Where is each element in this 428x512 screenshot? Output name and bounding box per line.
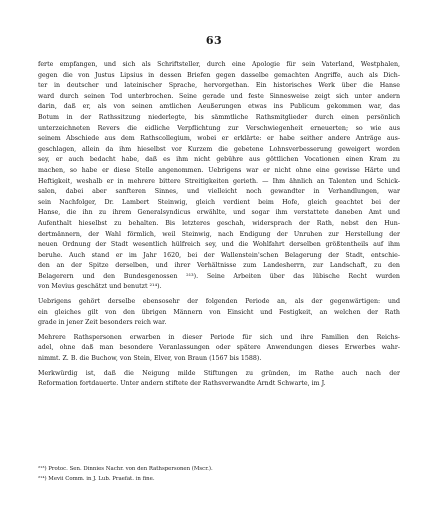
- text-line: ferte empfangen, und sich als Schriftsteller, durch eine Apologie für sein Vaterland, Westphalen,: [38, 61, 400, 68]
- text-line: Reformation fortdauerte. Unter andern stiftete der Rathsverwandte Arndt Schwarte, im J.: [38, 380, 326, 388]
- text-line: Belagerern und den Bundesgenossen ²¹³). Seine Arbeiten über das lübische Recht wurden: [38, 272, 400, 280]
- text-line: machen, so habe er diese Stelle angenommen. Uebrigens war er nicht ohne eine gewisse Härte und: [38, 166, 400, 174]
- paragraph: [38, 60, 400, 293]
- text-line: adel, ohne daß man besondere Veranlassungen oder spätere Anwendungen dieses Erwerbes wahr-: [38, 344, 400, 352]
- footnote: ²¹³) Protoc. Sen. Dinnies Nachr. von den Rathspersonen (Mscr.).: [38, 466, 213, 472]
- text-line: gegen die von Justus Lipsius in dessen Briefen gegen dasselbe gemachten Angriffe, auch als Dich-: [38, 71, 400, 79]
- paragraph: [38, 297, 400, 329]
- text-line: Merkwürdig ist, daß die Neigung milde Stiftungen zu gründen, im Rathe auch nach der: [38, 369, 400, 377]
- text-line: den an der Spitze derselben, und ihrer Verhältnisse zum Landesherrn, zur Landschaft, zu den: [38, 262, 400, 270]
- text-line: Uebrigens gehört derselbe ebensosehr der folgenden Periode an, als der gegenwärtigen: und: [38, 298, 400, 306]
- text-line: nimmt. Z. B. die Buchow, von Stein, Elver, von Braun (1567 bis 1588).: [38, 355, 262, 363]
- text-line: Hanse, die ihn zu ihrem Generalsyndicus erwählte, und sogar ihm verstattete daneben Amt und: [38, 209, 400, 217]
- footnote: ²¹⁴) Mevii Comm. in J. Lub. Praefat. in fine.: [38, 476, 155, 482]
- text-line: Botum in der Rathssitzung niederlegte, bis sämmtliche Rathsmitglieder durch einen persönlich: [38, 113, 400, 121]
- text-line: sey, er auch bedacht habe, daß es ihm nicht gebühre aus göttlichen Vocationen einen Kram zu: [38, 156, 400, 164]
- footnotes: [38, 464, 400, 484]
- text-line: Aufenthalt hieselbst zu behalten. Bis letzteres geschah, widersprach der Rath, nebst den Hun-: [38, 219, 400, 227]
- text-line: neuen Ordnung der Stadt wesentlich hülfreich sey, und die Wohlfahrt derselben größtentheils auf ihm: [38, 241, 400, 249]
- text-line: ein gleiches gilt von den übrigen Männern von Einsicht und Festigkeit, an welchen der Rath: [38, 308, 400, 316]
- paragraph: [38, 333, 400, 365]
- text-line: beruhe. Auch stand er im Jahr 1620, bei der Wallenstein'schen Belagerung der Stadt, entschie-: [38, 251, 400, 259]
- text-line: von Mevius geschätzt und benutzt ²¹⁴).: [38, 283, 162, 291]
- text-line: Mehrere Rathspersonen erwarben in dieser Periode für sich und ihre Familien den Reichs-: [38, 333, 400, 341]
- text-line: Heftigkeit, weshalb er in mehrere bittere Streitigkeiten gerieth. — Ihm ähnlich an Talenten und Schick-: [38, 177, 400, 185]
- body-text: [38, 60, 400, 390]
- text-line: darin, daß er, als von seinen amtlichen Aeußerungen etwas ins Publicum gekommen war, das: [38, 103, 400, 111]
- text-line: ter in deutscher und lateinischer Sprache, hervorgethan. Ein historisches Werk über die Hanse: [38, 82, 400, 90]
- text-line: unterzeichneten Revers die eidliche Verpflichtung zur Verschwiegenheit erneuerten; so wie aus: [38, 124, 400, 132]
- text-line: geschlagen, allein da ihm hieselbst vor Kurzem die gebetene Lohnsverbesserung geweigert worden: [38, 145, 400, 153]
- text-line: sein Nachfolger, Dr. Lambert Steinwig, gleich verdient beim Hofe, gleich geachtet bei der: [38, 198, 400, 206]
- page-number: 63: [205, 34, 223, 47]
- paragraph: [38, 369, 400, 390]
- text-line: seinem Abschiede aus dem Rathscollegium, wobei er erklärte: er habe seither andere Anträge aus-: [38, 135, 400, 143]
- text-line: grade in jener Zeit besonders reich war.: [38, 319, 167, 327]
- text-line: salen, dabei aber sanfteren Sinnes, und vielleicht noch gewandter in Verhandlungen, war: [38, 188, 400, 196]
- text-line: dertmännern, der Wahl förmlich, weil Steinwig, nach Endigung der Unruhen zur Herstellung der: [38, 230, 400, 238]
- text-line: ward durch seinen Tod unterbrochen. Seine gerade und feste Sinnesweise zeigt sich unter andern: [38, 92, 400, 100]
